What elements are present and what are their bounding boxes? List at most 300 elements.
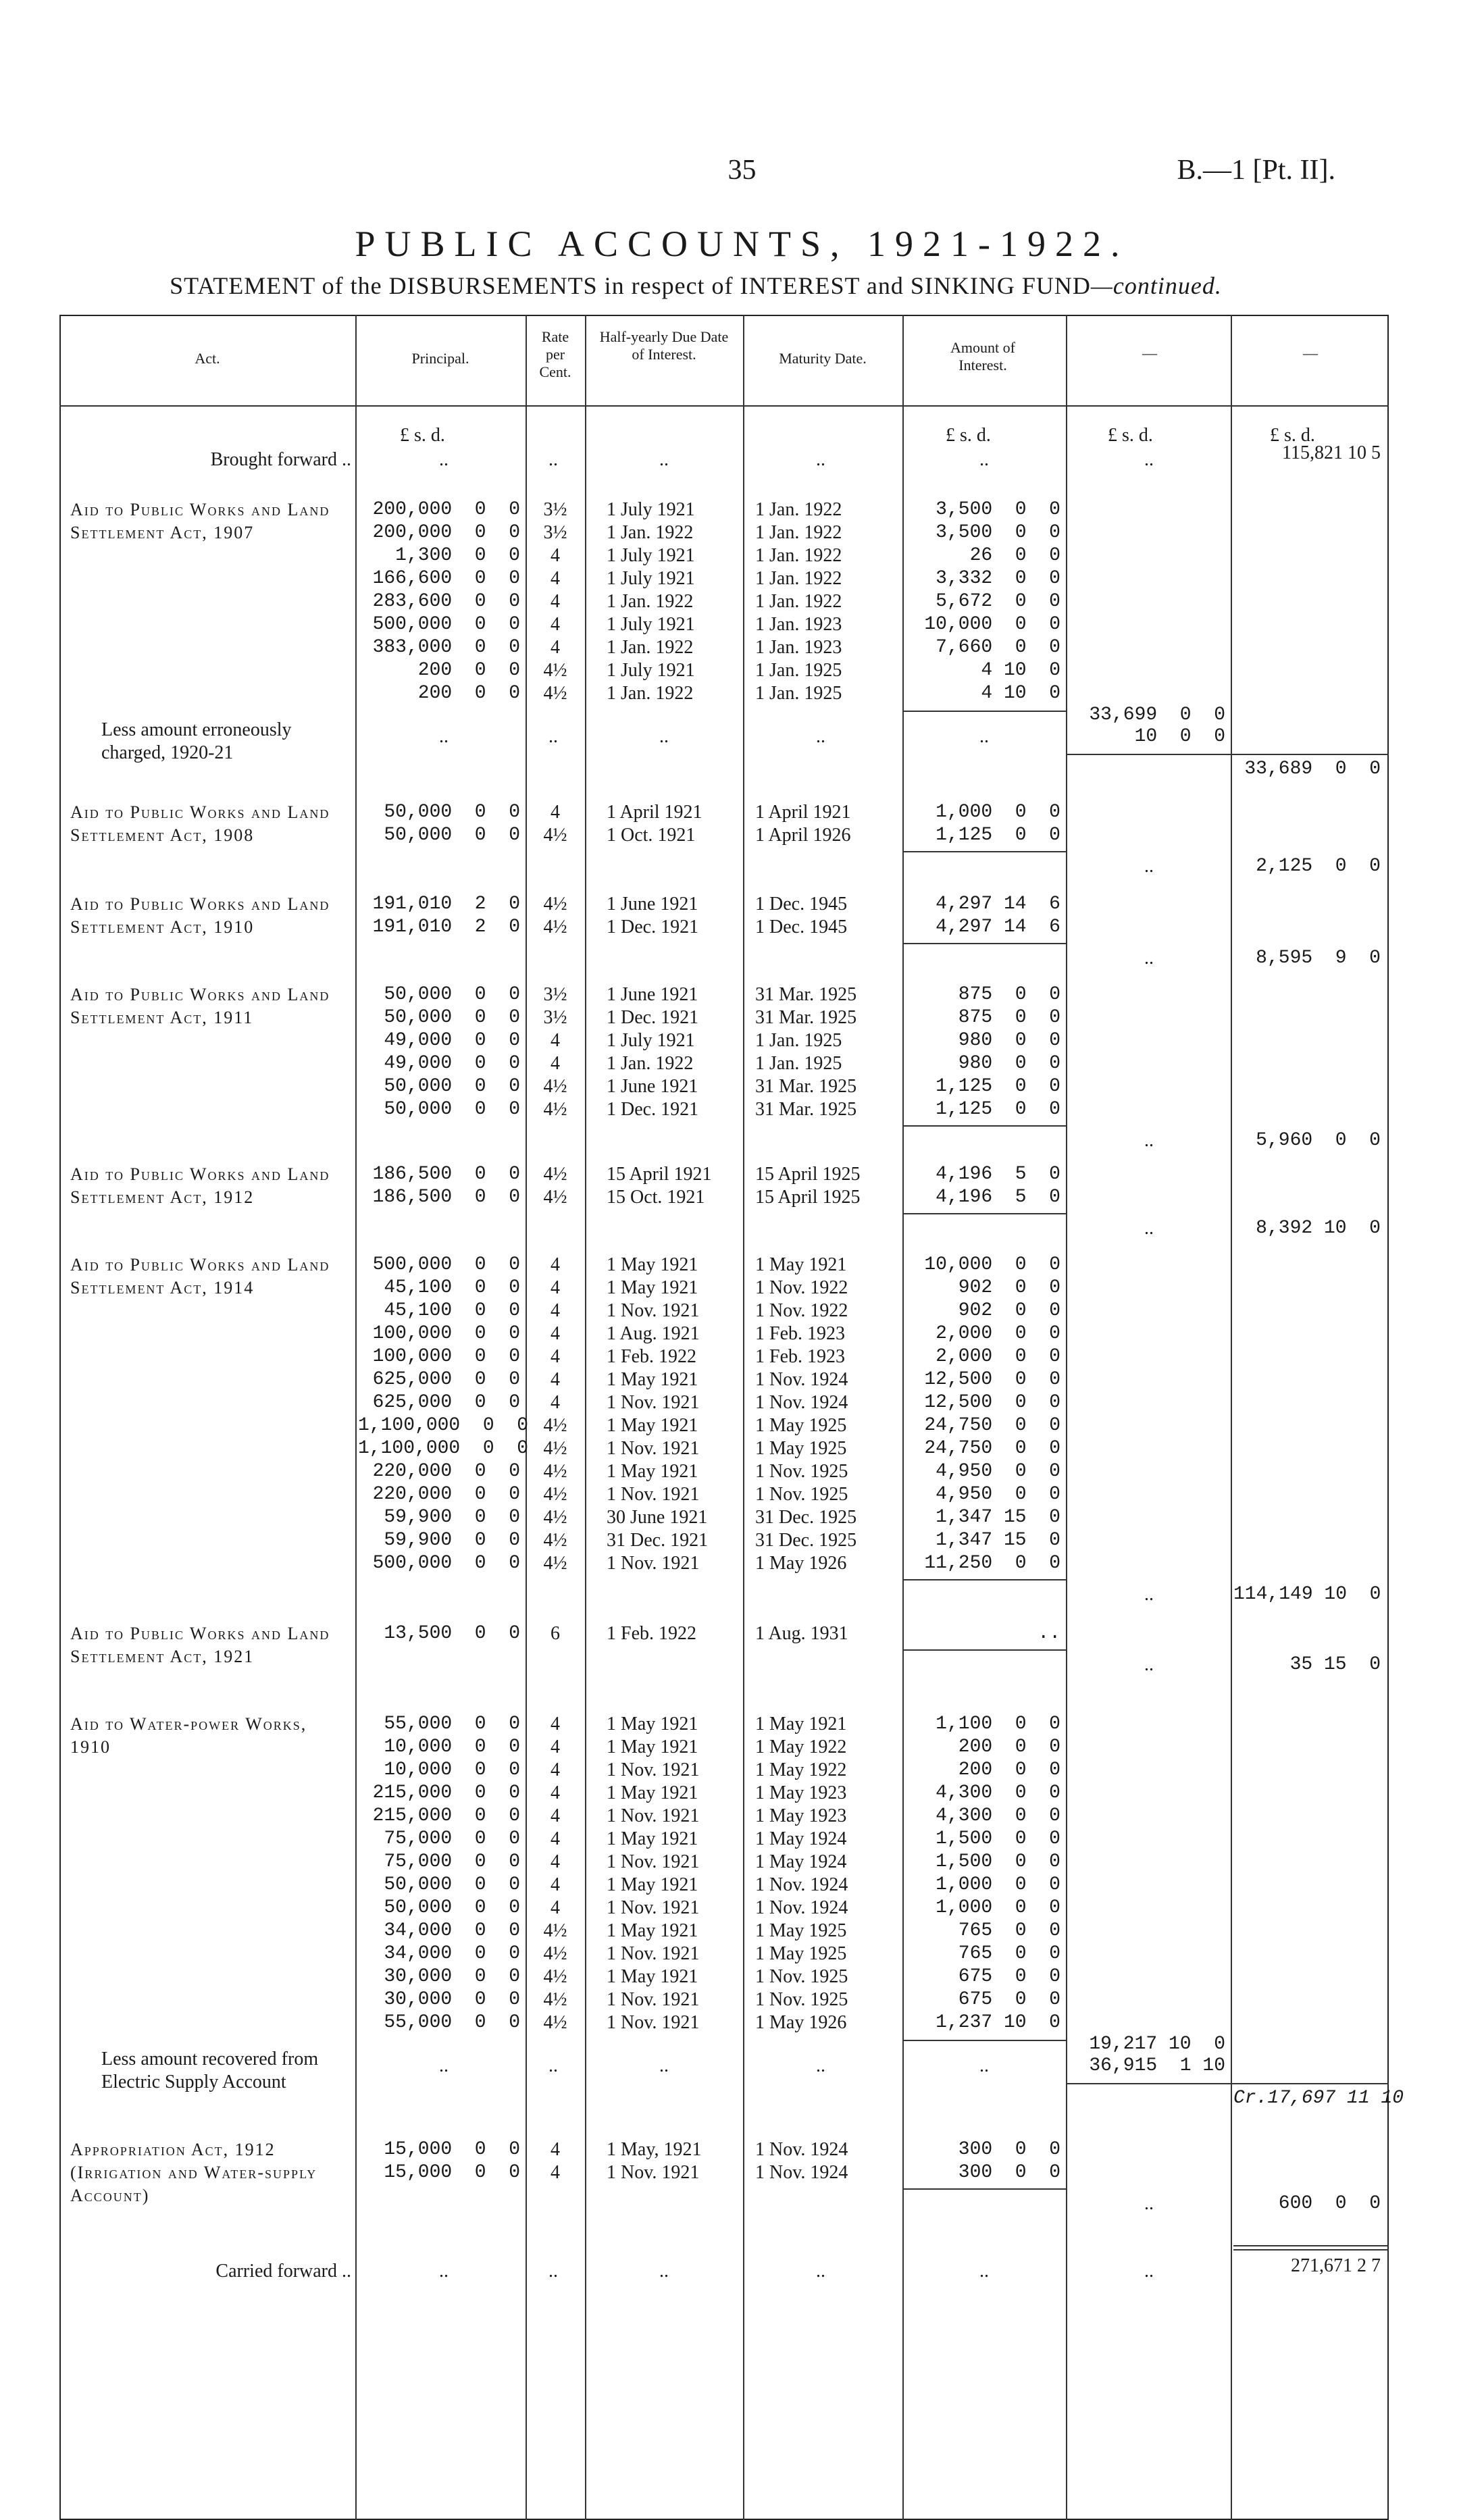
interest-amount: 1,347 15 0 xyxy=(936,1507,1060,1528)
section-total: 2,125 0 0 xyxy=(1256,856,1381,877)
interest-rate: 4 xyxy=(551,591,560,612)
interest-amount: 5,672 0 0 xyxy=(936,591,1060,612)
interest-rate: 4 xyxy=(551,568,560,589)
maturity-date: 1 Nov. 1924 xyxy=(755,2162,848,2183)
maturity-date: 1 May 1921 xyxy=(755,1714,847,1734)
due-date: 1 May 1921 xyxy=(607,1782,698,1803)
interest-rate: 3½ xyxy=(543,1007,567,1028)
maturity-date: 1 May 1922 xyxy=(755,1759,847,1780)
dots: .. xyxy=(979,2055,989,2076)
interest-amount: 11,250 0 0 xyxy=(924,1553,1060,1574)
carried-forward-label: Carried forward .. xyxy=(215,2261,351,2282)
dots: .. xyxy=(1144,1584,1154,1605)
carried-forward-dots: .. xyxy=(979,2261,989,2282)
dots: .. xyxy=(1144,856,1154,877)
interest-rate: 4½ xyxy=(543,1415,567,1436)
interest-amount: 1,000 0 0 xyxy=(936,1897,1060,1918)
due-date: 1 Nov. 1921 xyxy=(607,1989,700,2010)
sum-rule xyxy=(1066,754,1389,755)
interest-rate: 4½ xyxy=(543,1461,567,1482)
column-divider xyxy=(355,315,357,2520)
maturity-date: 1 Nov. 1925 xyxy=(755,1989,848,2010)
interest-rate: 4½ xyxy=(543,683,567,704)
principal-amount: 75,000 0 0 xyxy=(384,1851,520,1872)
maturity-date: 1 Nov. 1922 xyxy=(755,1300,848,1321)
interest-amount: 1,347 15 0 xyxy=(936,1530,1060,1551)
interest-amount: 24,750 0 0 xyxy=(924,1415,1060,1436)
act-name: Aid to Public Works and Land Settlement Act, 1908 xyxy=(70,802,330,845)
interest-amount: 3,500 0 0 xyxy=(936,522,1060,543)
interest-rate: 4½ xyxy=(543,660,567,681)
dots: .. xyxy=(1144,1218,1154,1239)
interest-amount: 1,000 0 0 xyxy=(936,802,1060,823)
principal-amount: 100,000 0 0 xyxy=(372,1346,520,1367)
header-rule xyxy=(59,405,1389,407)
total-rule xyxy=(1233,2249,1389,2251)
interest-rate: 6 xyxy=(551,1623,560,1644)
due-date: 1 Jan. 1922 xyxy=(607,637,694,658)
interest-rate: 4 xyxy=(551,1053,560,1074)
interest-amount: 10,000 0 0 xyxy=(924,1254,1060,1275)
principal-amount: 215,000 0 0 xyxy=(372,1805,520,1826)
interest-amount: 1,100 0 0 xyxy=(936,1714,1060,1734)
dots: .. xyxy=(816,726,825,747)
interest-rate: 4 xyxy=(551,1737,560,1757)
sum-rule xyxy=(902,1213,1066,1214)
col-header-due-date: Half-yearly Due Date of Interest. xyxy=(599,328,729,363)
interest-rate: 4 xyxy=(551,1300,560,1321)
act-name: Aid to Public Works and Land Settlement Act, 1914 xyxy=(70,1255,330,1297)
principal-amount: 50,000 0 0 xyxy=(384,1874,520,1895)
interest-rate: 4½ xyxy=(543,1989,567,2010)
interest-rate: 4 xyxy=(551,802,560,823)
maturity-date: 1 May 1925 xyxy=(755,1438,847,1459)
interest-rate: 4½ xyxy=(543,2012,567,2033)
interest-amount: 675 0 0 xyxy=(958,1966,1060,1987)
brought-forward-dots: .. xyxy=(979,449,989,470)
sum-rule xyxy=(902,2188,1066,2190)
interest-rate: 4½ xyxy=(543,1099,567,1120)
maturity-date: 1 Jan. 1922 xyxy=(755,522,842,543)
interest-rate: 4 xyxy=(551,1323,560,1344)
carried-forward-dots: .. xyxy=(1144,2261,1154,2282)
carried-forward-total: 271,671 2 7 xyxy=(1291,2255,1381,2276)
statement-text: STATEMENT of the DISBURSEMENTS in respect of INTEREST and SINKING FUND xyxy=(170,272,1091,299)
principal-amount: 30,000 0 0 xyxy=(384,1966,520,1987)
due-date: 1 Nov. 1921 xyxy=(607,1553,700,1574)
principal-amount: 1,300 0 0 xyxy=(395,545,520,566)
maturity-date: 1 Jan. 1922 xyxy=(755,568,842,589)
principal-amount: 10,000 0 0 xyxy=(384,1759,520,1780)
interest-amount: 765 0 0 xyxy=(958,1943,1060,1964)
maturity-date: 1 Nov. 1924 xyxy=(755,1369,848,1390)
maturity-date: 1 Jan. 1925 xyxy=(755,660,842,681)
dots: .. xyxy=(439,2055,449,2076)
interest-amount: 300 0 0 xyxy=(958,2162,1060,2183)
interest-rate: 3½ xyxy=(543,522,567,543)
interest-amount: 26 0 0 xyxy=(969,545,1060,566)
brought-forward-dots: .. xyxy=(816,449,825,470)
maturity-date: 31 Mar. 1925 xyxy=(755,1007,857,1028)
interest-rate: 4 xyxy=(551,1805,560,1826)
interest-rate: 4 xyxy=(551,1759,560,1780)
interest-amount: 4,950 0 0 xyxy=(936,1484,1060,1505)
maturity-date: 1 Jan. 1925 xyxy=(755,1030,842,1051)
due-date: 1 Nov. 1921 xyxy=(607,1897,700,1918)
unit-principal: £ s. d. xyxy=(400,425,445,446)
section-total: 600 0 0 xyxy=(1278,2193,1381,2214)
due-date: 1 May 1921 xyxy=(607,1920,698,1941)
interest-rate: 4½ xyxy=(543,1920,567,1941)
maturity-date: 1 May 1923 xyxy=(755,1782,847,1803)
interest-amount: 200 0 0 xyxy=(958,1759,1060,1780)
maturity-date: 1 Dec. 1945 xyxy=(755,917,848,937)
maturity-date: 1 May 1921 xyxy=(755,1254,847,1275)
interest-amount: 902 0 0 xyxy=(958,1277,1060,1298)
interest-rate: 4½ xyxy=(543,1943,567,1964)
interest-amount: 4 10 0 xyxy=(981,683,1060,704)
due-date: 1 July 1921 xyxy=(607,568,695,589)
interest-amount: 1,125 0 0 xyxy=(936,825,1060,846)
principal-amount: 59,900 0 0 xyxy=(384,1530,520,1551)
document-reference: B.—1 [Pt. II]. xyxy=(1177,155,1335,186)
due-date: 1 May 1921 xyxy=(607,1737,698,1757)
interest-rate: 4½ xyxy=(543,917,567,937)
interest-amount: 300 0 0 xyxy=(958,2139,1060,2160)
principal-amount: 166,600 0 0 xyxy=(372,568,520,589)
due-date: 1 Nov. 1921 xyxy=(607,1392,700,1413)
due-date: 1 May 1921 xyxy=(607,1254,698,1275)
interest-rate: 4½ xyxy=(543,1484,567,1505)
col-header-rate: Rate per Cent. xyxy=(539,328,571,380)
less-amount: 10 0 0 xyxy=(1134,726,1225,747)
interest-amount: 3,332 0 0 xyxy=(936,568,1060,589)
dots: .. xyxy=(659,726,669,747)
due-date: 1 Jan. 1922 xyxy=(607,522,694,543)
maturity-date: 1 May 1923 xyxy=(755,1805,847,1826)
due-date: 15 Oct. 1921 xyxy=(607,1187,705,1208)
less-label: Less amount erroneously charged, 1920-21 xyxy=(101,719,292,763)
statement-heading xyxy=(0,272,1391,300)
maturity-date: 1 Jan. 1925 xyxy=(755,1053,842,1074)
principal-amount: 50,000 0 0 xyxy=(384,1897,520,1918)
sum-rule xyxy=(902,851,1066,852)
principal-amount: 200,000 0 0 xyxy=(372,522,520,543)
principal-amount: 50,000 0 0 xyxy=(384,1076,520,1097)
due-date: 1 June 1921 xyxy=(607,894,698,915)
dots: .. xyxy=(816,2055,825,2076)
maturity-date: 1 April 1926 xyxy=(755,825,851,846)
maturity-date: 1 Jan. 1923 xyxy=(755,614,842,635)
principal-amount: 15,000 0 0 xyxy=(384,2139,520,2160)
interest-rate: 4½ xyxy=(543,1187,567,1208)
interest-rate: 4 xyxy=(551,1782,560,1803)
due-date: 1 July 1921 xyxy=(607,660,695,681)
act-name: Aid to Water-power Works, 1910 xyxy=(70,1714,307,1757)
principal-amount: 191,010 2 0 xyxy=(372,917,520,937)
act-name: Aid to Public Works and Land Settlement Act, 1921 xyxy=(70,1624,330,1666)
interest-rate: 4 xyxy=(551,545,560,566)
interest-amount: 1,500 0 0 xyxy=(936,1851,1060,1872)
interest-rate: 4½ xyxy=(543,894,567,915)
principal-amount: 200 0 0 xyxy=(417,660,520,681)
due-date: 1 Jan. 1922 xyxy=(607,683,694,704)
interest-rate: 4½ xyxy=(543,825,567,846)
interest-rate: 4 xyxy=(551,1346,560,1367)
interest-rate: 4½ xyxy=(543,1966,567,1987)
act-name: Appropriation Act, 1912 (Irrigation and Water-supply Account) xyxy=(70,2140,317,2205)
col-header-8: — xyxy=(1303,344,1318,361)
maturity-date: 31 Mar. 1925 xyxy=(755,1099,857,1120)
column-divider xyxy=(1066,315,1067,2520)
principal-amount: 13,500 0 0 xyxy=(384,1623,520,1644)
carried-forward-dots: .. xyxy=(548,2261,558,2282)
principal-amount: 55,000 0 0 xyxy=(384,2012,520,2033)
statement-continued: —continued. xyxy=(1090,272,1222,299)
due-date: 1 Dec. 1921 xyxy=(607,1099,699,1120)
less-label: Less amount recovered from Electric Supply Account xyxy=(101,2049,319,2092)
dots: .. xyxy=(548,2055,558,2076)
interest-rate: 4 xyxy=(551,637,560,658)
sum-rule xyxy=(902,1125,1066,1127)
due-date: 1 June 1921 xyxy=(607,1076,698,1097)
unit-total: £ s. d. xyxy=(1270,425,1315,446)
due-date: 1 Feb. 1922 xyxy=(607,1623,696,1644)
due-date: 1 June 1921 xyxy=(607,984,698,1005)
principal-amount: 49,000 0 0 xyxy=(384,1030,520,1051)
due-date: 1 July 1921 xyxy=(607,499,695,520)
section-total: 8,595 9 0 xyxy=(1256,948,1381,969)
due-date: 1 Nov. 1921 xyxy=(607,1805,700,1826)
maturity-date: 1 May 1924 xyxy=(755,1828,847,1849)
col-header-act: Act. xyxy=(195,350,220,367)
principal-amount: 15,000 0 0 xyxy=(384,2162,520,2183)
principal-amount: 100,000 0 0 xyxy=(372,1323,520,1344)
interest-amount: 200 0 0 xyxy=(958,1737,1060,1757)
interest-amount: 12,500 0 0 xyxy=(924,1369,1060,1390)
due-date: 1 Dec. 1921 xyxy=(607,1007,699,1028)
due-date: 1 Aug. 1921 xyxy=(607,1323,700,1344)
interest-amount: 4 10 0 xyxy=(981,660,1060,681)
sum-rule xyxy=(902,711,1066,712)
interest-amount: 875 0 0 xyxy=(958,984,1060,1005)
due-date: 1 May 1921 xyxy=(607,1828,698,1849)
interest-amount: 10,000 0 0 xyxy=(924,614,1060,635)
col-header-principal: Principal. xyxy=(411,350,469,367)
brought-forward-total: 115,821 10 5 xyxy=(1282,442,1381,463)
less-amount: 36,915 1 10 xyxy=(1089,2055,1225,2076)
sum-rule xyxy=(902,2040,1066,2041)
section-total: 8,392 10 0 xyxy=(1256,1218,1381,1239)
principal-amount: 200,000 0 0 xyxy=(372,499,520,520)
interest-amount: 4,297 14 6 xyxy=(936,917,1060,937)
sum-rule xyxy=(902,1649,1066,1651)
due-date: 1 July 1921 xyxy=(607,614,695,635)
brought-forward-dots: .. xyxy=(659,449,669,470)
due-date: 1 May 1921 xyxy=(607,1714,698,1734)
interest-rate: 3½ xyxy=(543,499,567,520)
dots: .. xyxy=(548,726,558,747)
due-date: 1 May 1921 xyxy=(607,1461,698,1482)
interest-amount: 1,125 0 0 xyxy=(936,1076,1060,1097)
due-date: 1 Nov. 1921 xyxy=(607,1943,700,1964)
maturity-date: 31 Dec. 1925 xyxy=(755,1530,857,1551)
maturity-date: 1 Nov. 1924 xyxy=(755,1874,848,1895)
maturity-date: 1 Jan. 1922 xyxy=(755,499,842,520)
due-date: 1 Nov. 1921 xyxy=(607,1851,700,1872)
maturity-date: 1 May 1925 xyxy=(755,1943,847,1964)
maturity-date: 1 May 1925 xyxy=(755,1415,847,1436)
brought-forward-dots: .. xyxy=(1144,449,1154,470)
maturity-date: 1 Feb. 1923 xyxy=(755,1323,845,1344)
principal-amount: 50,000 0 0 xyxy=(384,1099,520,1120)
interest-rate: 4½ xyxy=(543,1553,567,1574)
maturity-date: 1 Jan. 1922 xyxy=(755,591,842,612)
page-title: PUBLIC ACCOUNTS, 1921-1922. xyxy=(355,224,1129,264)
dots: .. xyxy=(979,726,989,747)
interest-amount: 4,196 5 0 xyxy=(936,1187,1060,1208)
section-total: 5,960 0 0 xyxy=(1256,1130,1381,1151)
maturity-date: 31 Mar. 1925 xyxy=(755,1076,857,1097)
due-date: 1 Nov. 1921 xyxy=(607,1438,700,1459)
principal-amount: 75,000 0 0 xyxy=(384,1828,520,1849)
maturity-date: 1 Nov. 1925 xyxy=(755,1966,848,1987)
act-name: Aid to Public Works and Land Settlement Act, 1910 xyxy=(70,894,330,937)
due-date: 15 April 1921 xyxy=(607,1164,712,1185)
due-date: 1 Jan. 1922 xyxy=(607,591,694,612)
interest-amount: 4,300 0 0 xyxy=(936,1782,1060,1803)
column-divider xyxy=(743,315,744,2520)
interest-amount: 7,660 0 0 xyxy=(936,637,1060,658)
dots: .. xyxy=(1144,948,1154,969)
interest-amount: 1,000 0 0 xyxy=(936,1874,1060,1895)
due-date: 30 June 1921 xyxy=(607,1507,708,1528)
interest-amount: 4,300 0 0 xyxy=(936,1805,1060,1826)
due-date: 1 May 1921 xyxy=(607,1415,698,1436)
principal-amount: 191,010 2 0 xyxy=(372,894,520,915)
due-date: 1 May 1921 xyxy=(607,1874,698,1895)
maturity-date: 15 April 1925 xyxy=(755,1187,861,1208)
column-divider xyxy=(585,315,586,2520)
interest-rate: 4½ xyxy=(543,1507,567,1528)
due-date: 1 May, 1921 xyxy=(607,2139,702,2160)
interest-amount: 12,500 0 0 xyxy=(924,1392,1060,1413)
principal-amount: 500,000 0 0 xyxy=(372,614,520,635)
interest-amount: 1,125 0 0 xyxy=(936,1099,1060,1120)
principal-amount: 215,000 0 0 xyxy=(372,1782,520,1803)
principal-amount: 49,000 0 0 xyxy=(384,1053,520,1074)
principal-amount: 625,000 0 0 xyxy=(372,1392,520,1413)
principal-amount: 200 0 0 xyxy=(417,683,520,704)
interest-amount: 1,237 10 0 xyxy=(936,2012,1060,2033)
dots: .. xyxy=(659,2055,669,2076)
maturity-date: 1 Jan. 1925 xyxy=(755,683,842,704)
principal-amount: 50,000 0 0 xyxy=(384,825,520,846)
unit-subtotal: £ s. d. xyxy=(1108,425,1153,446)
act-name: Aid to Public Works and Land Settlement Act, 1912 xyxy=(70,1164,330,1207)
unit-interest: £ s. d. xyxy=(946,425,991,446)
interest-amount: 4,950 0 0 xyxy=(936,1461,1060,1482)
section-total: 114,149 10 0 xyxy=(1233,1584,1381,1605)
maturity-date: 1 Nov. 1924 xyxy=(755,2139,848,2160)
sum-rule xyxy=(902,1579,1066,1580)
maturity-date: 31 Mar. 1925 xyxy=(755,984,857,1005)
interest-rate: 4 xyxy=(551,1828,560,1849)
principal-amount: 500,000 0 0 xyxy=(372,1254,520,1275)
brought-forward-label: Brought forward .. xyxy=(210,449,351,470)
maturity-date: 1 Nov. 1924 xyxy=(755,1897,848,1918)
interest-rate: 4½ xyxy=(543,1438,567,1459)
principal-amount: 55,000 0 0 xyxy=(384,1714,520,1734)
interest-rate: 4 xyxy=(551,1874,560,1895)
interest-rate: 4 xyxy=(551,1277,560,1298)
maturity-date: 1 Nov. 1922 xyxy=(755,1277,848,1298)
brought-forward-dots: .. xyxy=(548,449,558,470)
interest-amount: 2,000 0 0 xyxy=(936,1346,1060,1367)
maturity-date: 1 April 1921 xyxy=(755,802,851,823)
principal-amount: 186,500 0 0 xyxy=(372,1187,520,1208)
principal-amount: 283,600 0 0 xyxy=(372,591,520,612)
interest-amount: 902 0 0 xyxy=(958,1300,1060,1321)
interest-amount: 980 0 0 xyxy=(958,1030,1060,1051)
interest-amount: 765 0 0 xyxy=(958,1920,1060,1941)
due-date: 1 Nov. 1921 xyxy=(607,1300,700,1321)
interest-rate: 4 xyxy=(551,1851,560,1872)
maturity-date: 1 Dec. 1945 xyxy=(755,894,848,915)
section-total: Cr.17,697 11 10 xyxy=(1233,2088,1404,2109)
maturity-date: 1 Jan. 1922 xyxy=(755,545,842,566)
principal-amount: 220,000 0 0 xyxy=(372,1461,520,1482)
maturity-date: 1 May 1925 xyxy=(755,1920,847,1941)
due-date: 1 Dec. 1921 xyxy=(607,917,699,937)
principal-amount: 34,000 0 0 xyxy=(384,1943,520,1964)
total-rule xyxy=(1233,2245,1389,2246)
act-name: Aid to Public Works and Land Settlement Act, 1911 xyxy=(70,985,330,1027)
brought-forward-dots: .. xyxy=(439,449,449,470)
interest-rate: 4 xyxy=(551,1714,560,1734)
act-name: Aid to Public Works and Land Settlement Act, 1907 xyxy=(70,500,330,542)
principal-amount: 186,500 0 0 xyxy=(372,1164,520,1185)
interest-amount: 4,196 5 0 xyxy=(936,1164,1060,1185)
subtotal-amount: 19,217 10 0 xyxy=(1089,2034,1225,2055)
dots: .. xyxy=(1144,1654,1154,1675)
interest-rate: 4½ xyxy=(543,1076,567,1097)
due-date: 1 Feb. 1922 xyxy=(607,1346,696,1367)
interest-amount: 1,500 0 0 xyxy=(936,1828,1060,1849)
principal-amount: 50,000 0 0 xyxy=(384,984,520,1005)
due-date: 1 Nov. 1921 xyxy=(607,1484,700,1505)
col-header-7: — xyxy=(1142,344,1157,361)
maturity-date: 1 Nov. 1925 xyxy=(755,1484,848,1505)
carried-forward-dots: .. xyxy=(439,2261,449,2282)
maturity-date: 1 May 1922 xyxy=(755,1737,847,1757)
maturity-date: 1 Nov. 1924 xyxy=(755,1392,848,1413)
principal-amount: 500,000 0 0 xyxy=(372,1553,520,1574)
maturity-date: 1 Nov. 1925 xyxy=(755,1461,848,1482)
section-total: 33,689 0 0 xyxy=(1244,758,1381,779)
due-date: 1 Nov. 1921 xyxy=(607,2012,700,2033)
interest-rate: 4 xyxy=(551,1897,560,1918)
due-date: 1 April 1921 xyxy=(607,802,702,823)
interest-amount: 4,297 14 6 xyxy=(936,894,1060,915)
principal-amount: 383,000 0 0 xyxy=(372,637,520,658)
interest-amount: 980 0 0 xyxy=(958,1053,1060,1074)
interest-rate: 3½ xyxy=(543,984,567,1005)
col-header-interest: Amount of Interest. xyxy=(950,339,1015,374)
interest-amount: 675 0 0 xyxy=(958,1989,1060,2010)
principal-amount: 220,000 0 0 xyxy=(372,1484,520,1505)
maturity-date: 1 Jan. 1923 xyxy=(755,637,842,658)
